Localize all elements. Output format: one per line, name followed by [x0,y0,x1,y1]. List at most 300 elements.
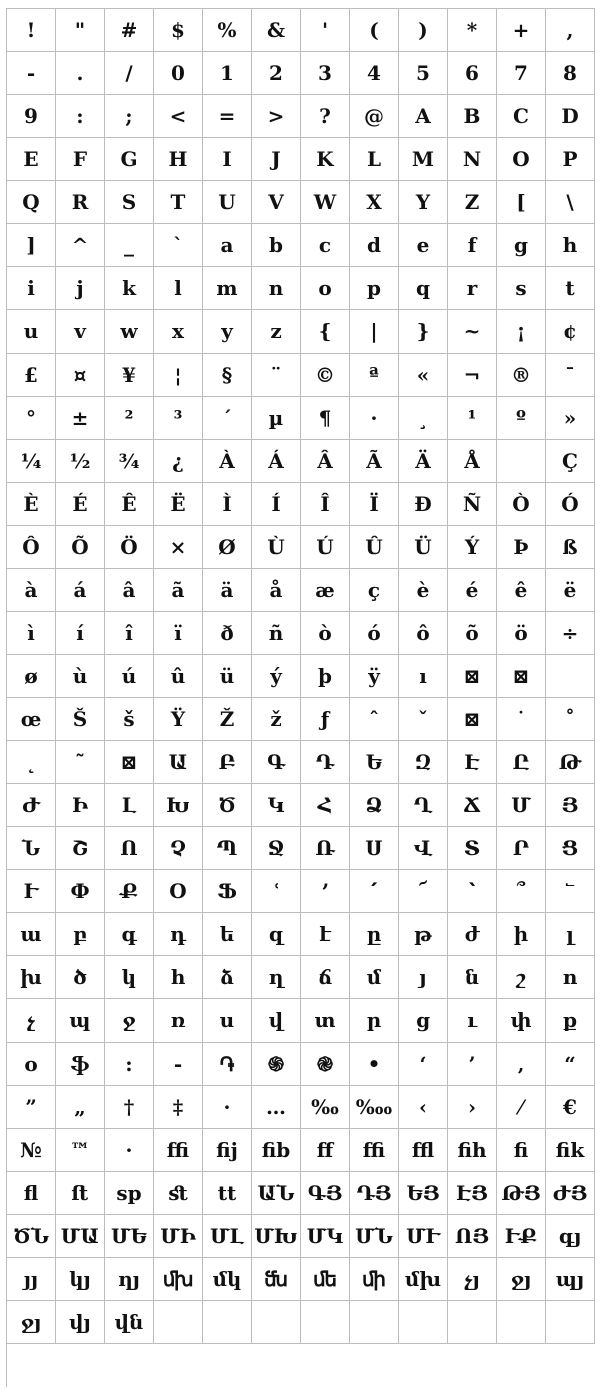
glyph-cell: ä [203,569,252,612]
glyph-cell [399,1301,448,1344]
glyph-cell: @ [350,95,399,138]
glyph-cell: Z [448,181,497,224]
glyph-cell: Ê [105,483,154,526]
glyph-cell: Õ [56,526,105,569]
glyph-cell: ծ [56,956,105,999]
glyph-cell: Â [301,440,350,483]
glyph-cell: } [399,310,448,353]
glyph-cell: Ք [105,870,154,913]
glyph-cell: բ [56,913,105,956]
glyph-cell: · [350,397,399,440]
glyph-cell: G [105,138,154,181]
glyph-cell: ⊠ [448,655,497,698]
glyph-cell: š [105,698,154,741]
glyph-cell: º [497,397,546,440]
glyph-cell: ^ [56,224,105,267]
glyph-cell: 6 [448,52,497,95]
glyph-cell [546,1301,595,1344]
glyph-cell: = [203,95,252,138]
glyph-cell: ¥ [105,354,154,397]
glyph-cell: ˇ [399,698,448,741]
glyph-cell: C [497,95,546,138]
glyph-cell: ՄՒ [399,1215,448,1258]
glyph-cell: ﬁh [448,1129,497,1172]
glyph-cell: Ի [56,784,105,827]
glyph-cell: A [399,95,448,138]
glyph-cell: ú [105,655,154,698]
glyph-cell: ﬃ [350,1129,399,1172]
glyph-cell: Փ [56,870,105,913]
glyph-cell: 2 [252,52,301,95]
glyph-cell: ﬀ [301,1129,350,1172]
glyph-cell: ¬ [448,354,497,397]
glyph-cell: Լ [105,784,154,827]
glyph-cell: թ [399,913,448,956]
glyph-cell: $ [154,9,203,52]
glyph-cell: v [56,310,105,353]
glyph-cell: ) [399,9,448,52]
glyph-cell: 0 [154,52,203,95]
glyph-cell: s [497,267,546,310]
glyph-cell: Ղ [399,784,448,827]
glyph-cell: q [399,267,448,310]
glyph-cell: U [203,181,252,224]
glyph-cell: Ž [203,698,252,741]
glyph-cell: f [448,224,497,267]
glyph-cell: 3 [301,52,350,95]
glyph-cell: u [7,310,56,353]
glyph-cell: կ [105,956,154,999]
glyph-cell: ( [350,9,399,52]
glyph-cell: ﬄ [399,1129,448,1172]
glyph-cell: ց [399,999,448,1042]
glyph-cell: Մ [497,784,546,827]
glyph-cell: ը [350,913,399,956]
glyph-cell: ՄԻ [154,1215,203,1258]
glyph-cell: ﬂ [7,1172,56,1215]
glyph-cell: ԱՆ [252,1172,301,1215]
glyph-cell: : [56,95,105,138]
glyph-cell: Օ [154,870,203,913]
glyph-cell: Յ [546,784,595,827]
glyph-cell: ˆ [350,698,399,741]
glyph-cell [301,1301,350,1344]
glyph-cell: Խ [154,784,203,827]
glyph-cell: ? [301,95,350,138]
glyph-cell: ԳՅ [301,1172,350,1215]
glyph-cell: ﬁb [252,1129,301,1172]
glyph-cell: ո [546,956,595,999]
glyph-cell: õ [448,612,497,655]
glyph-cell: ' [301,9,350,52]
glyph-cell: ï [154,612,203,655]
glyph-cell: ç [350,569,399,612]
glyph-cell: « [399,354,448,397]
glyph-cell: ® [497,354,546,397]
glyph-cell: Ջ [252,827,301,870]
glyph-cell: ~ [448,310,497,353]
glyph-cell: å [252,569,301,612]
glyph-cell: ³ [154,397,203,440]
glyph-cell: ˚ [546,698,595,741]
glyph-cell: 7 [497,52,546,95]
glyph-cell: դ [154,913,203,956]
glyph-cell: Ւ [7,870,56,913]
glyph-cell: մ [350,956,399,999]
glyph-cell: » [546,397,595,440]
glyph-cell: լ [546,913,595,956]
glyph-cell: R [56,181,105,224]
glyph-cell: ‡ [154,1086,203,1129]
glyph-cell: խ [7,956,56,999]
glyph-cell: z [252,310,301,353]
glyph-cell: կյ [56,1258,105,1301]
glyph-cell: մկ [203,1258,252,1301]
glyph-cell: # [105,9,154,52]
glyph-cell: € [546,1086,595,1129]
glyph-cell: ⁄ [497,1086,546,1129]
glyph-cell: ջ [105,999,154,1042]
glyph-cell: i [7,267,56,310]
glyph-cell: tt [203,1172,252,1215]
glyph-cell: ™ [56,1129,105,1172]
glyph-cell: ã [154,569,203,612]
glyph-cell: Ÿ [154,698,203,741]
glyph-cell: ղյ [105,1258,154,1301]
glyph-cell: չ [7,999,56,1042]
glyph-cell: Ä [399,440,448,483]
glyph-cell: H [154,138,203,181]
glyph-cell: վյ [56,1301,105,1344]
glyph-cell: ı [399,655,448,698]
glyph-cell: Վ [399,827,448,870]
glyph-cell: Ë [154,483,203,526]
glyph-cell: ² [105,397,154,440]
glyph-cell: յյ [7,1258,56,1301]
glyph-cell: ! [7,9,56,52]
glyph-cell: t [546,267,595,310]
glyph-cell: ՒՔ [497,1215,546,1258]
glyph-cell: ջյ [497,1258,546,1301]
glyph-cell: ô [399,612,448,655]
glyph-cell: à [7,569,56,612]
glyph-cell: ‹ [399,1086,448,1129]
glyph-cell: չյ [448,1258,497,1301]
glyph-cell: փ [497,999,546,1042]
glyph-cell: x [154,310,203,353]
glyph-cell: ՄԵ [105,1215,154,1258]
glyph-cell: Դ [301,741,350,784]
glyph-cell: 9 [7,95,56,138]
glyph-cell: ¦ [154,354,203,397]
glyph-cell: ÷ [546,612,595,655]
glyph-cell: ﬕ [350,1258,399,1301]
glyph-cell: þ [301,655,350,698]
glyph-cell: | [350,310,399,353]
glyph-cell: ՈՅ [448,1215,497,1258]
glyph-cell: × [154,526,203,569]
glyph-cell: 8 [546,52,595,95]
glyph-cell: օ [7,1043,56,1086]
glyph-cell: 1 [203,52,252,95]
glyph-cell: - [7,52,56,95]
glyph-cell: < [154,95,203,138]
glyph-cell: \ [546,181,595,224]
glyph-cell: ’ [448,1043,497,1086]
glyph-cell: £ [7,354,56,397]
glyph-cell: ñ [252,612,301,655]
glyph-cell: T [154,181,203,224]
glyph-cell: Ã [350,440,399,483]
glyph-cell: ՄԱ [56,1215,105,1258]
glyph-cell: g [497,224,546,267]
glyph-cell: Í [252,483,301,526]
glyph-cell: շ [497,956,546,999]
glyph-cell: … [252,1086,301,1129]
glyph-cell: ՙ [252,870,301,913]
glyph-cell: k [105,267,154,310]
glyph-cell: ë [546,569,595,612]
glyph-cell: ԵՅ [399,1172,448,1215]
glyph-cell: ﬔ [301,1258,350,1301]
glyph-cell: B [448,95,497,138]
glyph-cell: ա [7,913,56,956]
glyph-cell: ‰ [301,1086,350,1129]
glyph-cell: ԷՅ [448,1172,497,1215]
glyph-cell: ճ [301,956,350,999]
glyph-cell: 5 [399,52,448,95]
glyph-cell [546,655,595,698]
glyph-cell: © [301,354,350,397]
glyph-cell: ԹՅ [497,1172,546,1215]
glyph-cell: * [448,9,497,52]
glyph-cell: Y [399,181,448,224]
glyph-cell: î [105,612,154,655]
glyph-cell: Ն [7,827,56,870]
glyph-cell: ⊠ [497,655,546,698]
glyph-cell: & [252,9,301,52]
glyph-cell: ՛ [350,870,399,913]
glyph-cell: sp [105,1172,154,1215]
glyph-cell: Ç [546,440,595,483]
glyph-cell: œ [7,698,56,741]
glyph-cell: µ [252,397,301,440]
glyph-cell: պյ [546,1258,595,1301]
glyph-cell: ﬆ [154,1172,203,1215]
glyph-cell: I [203,138,252,181]
glyph-cell: · [203,1086,252,1129]
glyph-cell: ¨ [252,354,301,397]
glyph-cell: Բ [203,741,252,784]
glyph-cell: Ը [497,741,546,784]
glyph-cell: Ճ [448,784,497,827]
glyph-cell: o [301,267,350,310]
glyph-cell: ձ [203,956,252,999]
glyph-cell: n [252,267,301,310]
glyph-cell: ½ [56,440,105,483]
glyph-cell: Î [301,483,350,526]
glyph-cell: ¸ [399,397,448,440]
glyph-cell: ì [7,612,56,655]
glyph-cell: j [56,267,105,310]
glyph-cell: հ [154,956,203,999]
glyph-cell: Պ [203,827,252,870]
glyph-cell: û [154,655,203,698]
glyph-cell: ê [497,569,546,612]
glyph-cell: ¤ [56,354,105,397]
glyph-cell: Ժ [7,784,56,827]
glyph-cell: Տ [448,827,497,870]
glyph-cell: ֆ [56,1043,105,1086]
glyph-cell: M [399,138,448,181]
glyph-cell: . [56,52,105,95]
glyph-cell: ù [56,655,105,698]
glyph-cell: _ [105,224,154,267]
glyph-cell: Հ [301,784,350,827]
glyph-cell: Ց [546,827,595,870]
glyph-cell: Ե [350,741,399,784]
glyph-cell: V [252,181,301,224]
glyph-cell: ` [154,224,203,267]
glyph-cell: պ [56,999,105,1042]
glyph-cell: ԴՅ [350,1172,399,1215]
glyph-cell: Û [350,526,399,569]
glyph-cell: ֏ [203,1043,252,1086]
glyph-cell: Ò [497,483,546,526]
glyph-cell: S [105,181,154,224]
glyph-cell: “ [546,1043,595,1086]
glyph-cell: յ [399,956,448,999]
glyph-cell: e [399,224,448,267]
glyph-cell: գ [105,913,154,956]
glyph-cell: ⊠ [105,741,154,784]
glyph-cell: ղ [252,956,301,999]
glyph-cell: ՜ [399,870,448,913]
glyph-cell: ý [252,655,301,698]
glyph-cell: c [301,224,350,267]
glyph-cell: Ո [105,827,154,870]
glyph-cell: m [203,267,252,310]
glyph-cell: Ս [350,827,399,870]
glyph-cell [350,1301,399,1344]
glyph-cell: ÿ [350,655,399,698]
glyph-cell: W [301,181,350,224]
glyph-cell [154,1301,203,1344]
glyph-cell: ֍ [252,1043,301,1086]
glyph-cell: ¿ [154,440,203,483]
glyph-cell: " [56,9,105,52]
glyph-cell: Ô [7,526,56,569]
glyph-cell: վն [105,1301,154,1344]
glyph-cell: ˜ [56,741,105,784]
glyph-cell: Ñ [448,483,497,526]
glyph-cell: É [56,483,105,526]
glyph-cell: L [350,138,399,181]
glyph-cell: F [56,138,105,181]
glyph-cell: Ø [203,526,252,569]
glyph-cell: ª [350,354,399,397]
glyph-cell: ¾ [105,440,154,483]
glyph-cell: † [105,1086,154,1129]
glyph-cell: N [448,138,497,181]
glyph-cell: ջյ [7,1301,56,1344]
glyph-cell: › [448,1086,497,1129]
glyph-cell: ր [350,999,399,1042]
glyph-cell: À [203,440,252,483]
glyph-cell: p [350,267,399,310]
glyph-cell: Å [448,440,497,483]
glyph-cell: ‚ [497,1043,546,1086]
glyph-cell: Á [252,440,301,483]
glyph-cell: ՄԽ [252,1215,301,1258]
glyph-cell: ﬁj [203,1129,252,1172]
glyph-cell: æ [301,569,350,612]
glyph-cell: 4 [350,52,399,95]
glyph-cell: ¡ [497,310,546,353]
glyph-cell: Թ [546,741,595,784]
glyph-cell: K [301,138,350,181]
glyph-cell: ռ [154,999,203,1042]
glyph-cell: Ծ [203,784,252,827]
glyph-cell: È [7,483,56,526]
glyph-cell: · [105,1129,154,1172]
glyph-cell: ﬁ [497,1129,546,1172]
glyph-cell: Ð [399,483,448,526]
glyph-cell: Ö [105,526,154,569]
glyph-cell: ˙ [497,698,546,741]
glyph-cell: P [546,138,595,181]
glyph-cell: w [105,310,154,353]
glyph-cell: ó [350,612,399,655]
glyph-cell: Գ [252,741,301,784]
glyph-cell: ՄԿ [301,1215,350,1258]
glyph-cell: é [448,569,497,612]
glyph-cell: ֎ [301,1043,350,1086]
glyph-cell [448,1301,497,1344]
glyph-cell: ՝ [448,870,497,913]
glyph-cell: Շ [56,827,105,870]
glyph-cell: ò [301,612,350,655]
glyph-cell: ԾՆ [7,1215,56,1258]
glyph-cell: ՟ [546,870,595,913]
glyph-cell: , [546,9,595,52]
glyph-cell: ԺՅ [546,1172,595,1215]
glyph-cell: ե [203,913,252,956]
glyph-cell: Ù [252,526,301,569]
glyph-cell: Չ [154,827,203,870]
glyph-cell: X [350,181,399,224]
glyph-cell: Þ [497,526,546,569]
glyph-cell: Q [7,181,56,224]
glyph-cell: â [105,569,154,612]
glyph-cell: ն [448,956,497,999]
glyph-cell: ¹ [448,397,497,440]
glyph-cell: ﬅ [56,1172,105,1215]
glyph-cell: ﬁk [546,1129,595,1172]
glyph-cell: ü [203,655,252,698]
glyph-cell: [ [497,181,546,224]
glyph-cell: { [301,310,350,353]
glyph-cell: ð [203,612,252,655]
glyph-cell: Ռ [301,827,350,870]
glyph-cell: Ó [546,483,595,526]
glyph-cell: Զ [399,741,448,784]
glyph-cell: ¶ [301,397,350,440]
glyph-cell: y [203,310,252,353]
glyph-cell: ՄԼ [203,1215,252,1258]
glyph-cell: § [203,354,252,397]
glyph-cell: / [105,52,154,95]
